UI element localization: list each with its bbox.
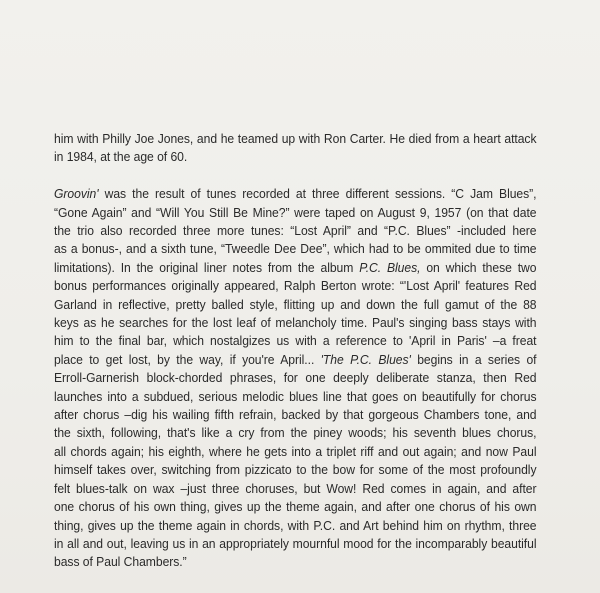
text-line: all chords again; his eighth, where he gets into a triplet riff and out again; and now Paul bbox=[54, 444, 537, 459]
paragraph-2 bbox=[54, 185, 537, 572]
text-line: bonus performances originally appeared, Ralph Berton wrote: “'Lost April' features Red bbox=[54, 279, 537, 294]
text-fragment: limitations). In the original liner notes from the album bbox=[54, 260, 360, 275]
text-fragment: on which these two bbox=[420, 260, 537, 275]
text-line: “Gone Again” and “Will You Still Be Mine?” were taped on August 9, 1957 (on that date bbox=[54, 205, 537, 220]
text-line bbox=[54, 185, 537, 203]
album-title-pc-blues: P.C. Blues, bbox=[359, 260, 421, 275]
text-line bbox=[54, 259, 537, 277]
paragraph-1 bbox=[54, 130, 537, 167]
text-line: the trio also recorded three more tunes: “Lost April” and “P.C. Blues” -included here bbox=[54, 224, 537, 239]
text-line: keys as he searches for the lost leaf of melancholy time. Paul's singing bass stays with bbox=[54, 316, 537, 331]
text-line: in 1984, at the age of 60. bbox=[54, 150, 188, 165]
text-line: after chorus –dig his wailing fifth refrain, backed by that gorgeous Chambers tone, and bbox=[54, 408, 537, 423]
text-line: thing, gives up the theme again in chords, with P.C. and Art behind him on rhythm, three bbox=[54, 518, 537, 533]
text-line: one chorus of his own thing, gives up the theme again, and after one chorus of his own bbox=[54, 500, 537, 515]
text-line: as a bonus-, and a sixth tune, “Tweedle Dee Dee”, which had to be ommited due to time bbox=[54, 242, 537, 257]
text-line: bass of Paul Chambers.” bbox=[54, 555, 187, 570]
text-line bbox=[54, 351, 537, 369]
text-line: felt blues-talk on wax –just three choruses, but Wow! Red comes in again, and after bbox=[54, 481, 537, 496]
liner-notes-text bbox=[54, 130, 537, 572]
text-fragment: place to get lost, by the way, if you're April... bbox=[54, 352, 321, 367]
text-line: Erroll-Garnerish block-chorded phrases, for one deeply deliberate stanza, then Red bbox=[54, 371, 537, 386]
text-line: him to the final bar, which nostalgizes us with a reference to 'April in Paris' –a freat bbox=[54, 334, 537, 349]
text-fragment: begins in a series of bbox=[410, 352, 537, 367]
album-title-groovin: Groovin' bbox=[54, 187, 99, 202]
text-fragment: was the result of tunes recorded at three different sessions. “C Jam Blues”, bbox=[98, 187, 537, 202]
text-line: in all and out, leaving us in an appropriately mournful mood for the incomparably beautiful bbox=[54, 536, 537, 551]
track-title-pc-blues: 'The P.C. Blues' bbox=[320, 352, 411, 367]
text-line: the sixth, following, that's like a cry from the piney woods; his seventh blues chorus, bbox=[54, 426, 537, 441]
text-line: him with Philly Joe Jones, and he teamed up with Ron Carter. He died from a heart attack bbox=[54, 132, 537, 146]
text-line: launches into a subdued, serious melodic blues line that goes on beautifully for chorus bbox=[54, 389, 537, 404]
text-line: Garland in reflective, pretty balled style, flitting up and down the full gamut of the 88 bbox=[54, 297, 537, 312]
text-line: himself takes over, switching from pizzicato to the bow for some of the most profoundly bbox=[54, 463, 537, 478]
